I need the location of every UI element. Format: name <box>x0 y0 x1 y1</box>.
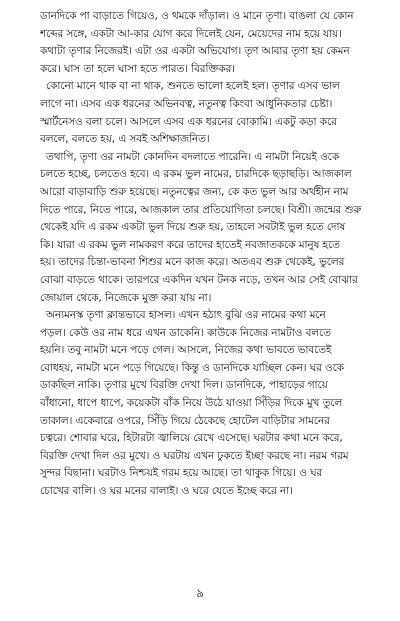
text-line: জোয়াল থেকে, নিজেকে মুক্ত করা যায় না। <box>40 291 212 304</box>
text-line: ডানদিকে পা বাড়াতে গিয়েও, ও থমকে দাঁড়াল। ও মানে তৃণা। বাঙলা যে কোন <box>40 10 354 22</box>
text-line: বললে, বলতে হয়, এ সবই অশিক্ষাজনিত। <box>40 133 210 146</box>
text-line: আরো বাড়াবাড়ি শুরু হয়েছে। নতুনত্বের জন্য, কে কত ভুল আর অর্থহীন নাম <box>40 185 349 198</box>
text-line: কথাটা তৃণার নিজেরই। এটা ওর একটা অভিযোগ। তৃণ আবার তৃণা হয় কেমন <box>40 45 350 58</box>
text-line: তাকাল। একেবারে ওপরে, সিঁড়ি গিয়ে ঠেকেছে হোটেল বাড়িটার সামনের <box>40 414 330 427</box>
text-line: কি। যারা এ রকম ভুল নামকরণ করে তাদের হাতেই নবজাতককে মানুষ হতে <box>40 238 340 251</box>
text-line: চত্বরে। শোবার ঘরে, হিটারটা জ্বালিয়ে রেখে এসেছে। ঘরটার কথা মনে করে, <box>40 432 343 445</box>
text-line: হয়। তাদের চিন্তা-ভাবনা শিশুর মনে কাজ করে। অতএব শুরু থেকেই, ভুলের <box>40 256 345 269</box>
text-line: সুন্দর বিছানা। ঘরটাও নিশ্চয়ই গরম হয়ে আছে। তা থাকুক গিয়ে। ও ঘর <box>40 467 323 480</box>
text-line: স্মার্টনেসও বলা চলে। আসলে এসব এক ধরনের বোকামি। একটু কড়া করে <box>40 115 337 128</box>
text-line: অন্যমনস্ক তৃণা ক্লান্তভাবে হাসল। এখন হঠাৎ বুঝি ওর নামের কথা মনে <box>46 309 326 322</box>
text-line: কোনো মানে থাক বা না থাক, শুনতে ভালো হলেই হল। তৃণার এসব ভাল <box>46 80 340 93</box>
text-line: হয়নি। তবু নামটা মনে পড়ে গেল। আসলে, নিজের কথা ভাবতে ভাবতেই <box>40 344 332 357</box>
text-line: চোখের বালি। ও ঘর মনের বালাই। ও ঘরে যেতে ইচ্ছে করে না। <box>40 485 293 498</box>
text-line: তথাপি, তৃণা ওর নামটা কোনদিন বদলাতে পারেনি। এ নামটা নিয়েই ওকে <box>46 150 340 163</box>
text-line: চলতে হচ্ছে, চলতেও হবে। এ রকম ভুল নামের, চারদিকে ছড়াছড়ি। আজকাল <box>40 168 352 181</box>
text-line: পড়ল। কেউ ওর নাম ধরে এখন ডাকেনি। কাউকে নিজের নামটাও বলতে <box>40 326 331 339</box>
body-text <box>40 8 375 501</box>
text-line: করে। ঘাস তা হলে ঘাসা হতে পারত। বিরক্তিকর। <box>40 62 235 75</box>
text-line: বিরক্তি দেখা দিল ওর মুখে। ও ঘরটায় এখন ঢুকতে ইচ্ছা করছে না। নরম গরম <box>40 449 349 462</box>
text-line: শব্দের সঙ্গে, একটা আ-কার যোগ করে দিলেই যেন, মেয়েদের নাম হয়ে যায়। <box>40 27 342 40</box>
page-number: ৯ <box>196 586 204 600</box>
text-line: দিতে পারে, নিতে পারে, আজকাল তার প্রতিযোগিতা চলছে। বিশ্রী। জন্মের শুরু <box>40 203 362 216</box>
text-line: লাগে না। এসব এক ধরনের অভিনবত্ব, নতুনত্ব কিংবা আধুনিকতার চেষ্টা। <box>40 97 333 110</box>
text-line: ডাকছিল নাকি। তৃণার মুখে বিরক্তি দেখা দিল। ডানদিকে, পাহাড়ের গায়ে <box>40 379 328 392</box>
text-line: বোঝা বাড়তে থাকে। তারপরে একদিন যখন টনক নড়ে, তখন আর সেই বোঝার <box>40 273 358 286</box>
text-line: বোধহয়, নামটা মনে পড়ে গিয়েছে। কিন্তু ও ডানদিকে যাচ্ছিল কেন। ঘর ওকে <box>40 361 344 374</box>
text-line: বাঁধানো, ধাপে ধাপে, কয়েকটা বাঁক নিয়ে উঠে যাওয়া সিঁড়ির দিকে মুখ তুলে <box>40 397 343 410</box>
text-line: থেকেই যদি এ রকম একটা ভুল দিয়ে শুরু হয়, তাহলে সবটাই ভুল হতে দোষ <box>40 221 346 234</box>
